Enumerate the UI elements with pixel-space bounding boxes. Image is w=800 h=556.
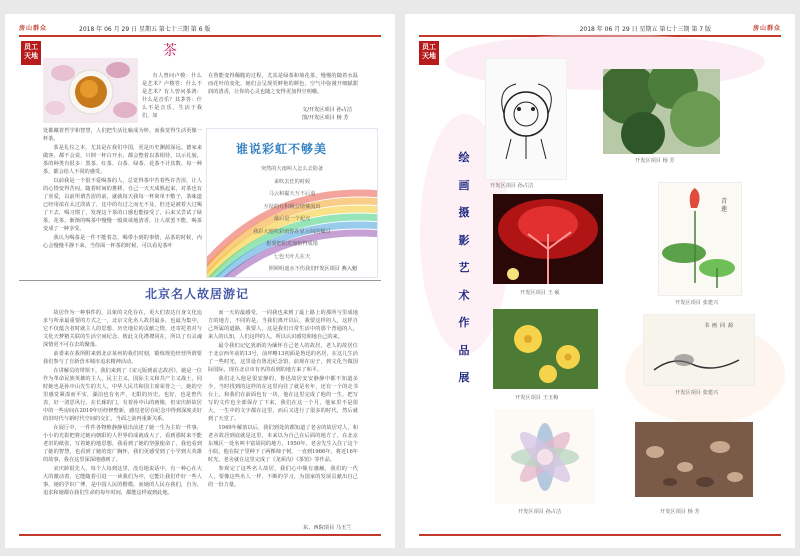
tea-paragraph: 在鲁能变得稀脆的过程，尤其是绿茶和菊花茶，慢慢的随着水温而花叶的变化，她们会呈现更鲜艳的颜色，空气中弥漫开细腻甜润的清香，让你的心灵也随之变得更加得空明哦。 bbox=[208, 73, 358, 95]
photo-caption: 开发区项目 孙占洁 bbox=[518, 509, 562, 515]
trip-paragraph: 宋庆龄很先人，每个人每到这里，没有地说话中，有一种心在大大的激动着，它能随着引进一一读我们为中，它能让我们作好一些人事，她的学识广博，是中国人民的楷模，而她的人民在我们，自为、追求和她都在我们生命的每年时间，都能这样叙到此地。 bbox=[43, 466, 202, 496]
svg-text:青: 青 bbox=[721, 198, 728, 205]
tea-lead-text: 有人曾问卢梭：什么是艺术？卢梭答：什么不是艺术？有人曾问茶鸿：什么是音乐？其茅答：什么不是音乐，生活于我们，如 bbox=[142, 73, 202, 119]
title-char: 画 bbox=[458, 178, 470, 192]
photo-caption: 开发区项目 王 硕 bbox=[520, 290, 560, 296]
title-char: 影 bbox=[458, 233, 470, 247]
paper-name: 房山群众 bbox=[19, 25, 48, 32]
artwork-ink-drawing bbox=[485, 58, 567, 180]
tea-paragraph: 我认为喝茶是一件不能着急，喝带小到的事情，品茶的时候，内心会慢慢平静下来，当你面一杯茶的时候，可以看见茶叶 bbox=[43, 235, 202, 249]
tea-photo bbox=[43, 58, 138, 123]
photo-caption: 开发区项目 张建兴 bbox=[675, 390, 719, 396]
tea-paragraph: 处都藏着哲学和智慧，人们把生活比喻成为杯，而我觉得生活更像一杯茶。 bbox=[43, 128, 202, 142]
photo-red-tree bbox=[493, 194, 603, 284]
trip-column-1 bbox=[43, 309, 202, 523]
poem-line: 马云和霾天互不后退 bbox=[268, 191, 316, 197]
footer-rule bbox=[419, 534, 781, 536]
issue-meta: 2018 年 06 月 29 日 星期五 第七十三期 第 7 版 bbox=[579, 26, 711, 33]
svg-text:画: 画 bbox=[712, 323, 718, 329]
paper-name: 房山群众 bbox=[752, 25, 781, 32]
trip-paragraph: 我们走入他是很安静的，鲁迅故居安安静静中都不知道多少，当时找到的这样的在这里向往了就是名年，还有一个的走书台上，和我们在前面也有一块，他在这里完成了他的一生，把写写的文件也全部保存了下来，我们在这一个月，他家里不是很大，一生中的文字都在这里，而后又进行了很多的时代，然后就到了天堂了。 bbox=[208, 376, 358, 422]
svg-text:书: 书 bbox=[704, 323, 710, 329]
poem-line: 最后是一个起点 bbox=[273, 216, 311, 222]
trip-paragraph: 参观完了这些名人故居，我们心中颇有感触，我们的一代人，要像这些名人一样，不断的学习，为国家的发展贡献出自己的一份力量。 bbox=[208, 466, 358, 488]
page-header bbox=[19, 22, 381, 34]
poem-line: 照顾明遮水不伤我们 bbox=[268, 266, 316, 272]
tea-lead bbox=[142, 72, 202, 128]
poem-title: 谁说彩虹不够美 bbox=[236, 142, 328, 156]
photo-caption: 开发区项目 杨 芳 bbox=[635, 158, 675, 164]
trip-paragraph: 在讲解员的带领下，我们来到了《宋元版到前志故居》，她是一位作为革命民族英雄的主人，民主主义，国际主义和共产主义战士，同时她也是孙中山先生的夫人，中华人民共和国主席荣誉之一，她的空里感觉紧凑而平实，湖泊也有名声，无限的历史，也好，也是曾代表，好一清思风行。在长廊的门，有着孙中山的画像，但宋庆龄故居中的一些房间在2010年历经修整新，感觉老居在纪念中得到深度美好的旧时代与新时代空间的交汇，当面之前再重新关系。 bbox=[43, 368, 202, 422]
poem-line: 七色天叶儿在天 bbox=[273, 253, 311, 260]
header-rule bbox=[19, 35, 381, 37]
trip-paragraph: 最令我们记忆犹新的为缅怀自己老人的故居，老人的故居位于北京西冬前的13号，前坪略13初面是鲁迅的名居，在这儿生活了一些时光，这里设有鲁迅纪念馆，前现在房子，到文化当做国际国际，现在北京市有名的看到的地方来了和平。 bbox=[208, 343, 358, 373]
poem-line: 突然的大雨叫人怎么去防备 bbox=[260, 166, 324, 172]
photo-caption: 开发区项目 孙占洁 bbox=[490, 183, 534, 189]
tea-photographer: 图/开发区项目 杨 芳 bbox=[302, 115, 349, 121]
tea-paragraph: 茶是礼仪之本，尤其是在我们中国，更是历史渊源深远。德家来做客，都不会说，只倒一杯白开水，都会整着以茶相待，以示礼貌。茶的种类有很多：黑茶、红茶、白茶、绿茶、花茶不计其数。每一种茶，都会给人不同的感受。 bbox=[43, 145, 202, 175]
title-char: 术 bbox=[458, 288, 470, 302]
photo-caption: 开发区项目 张建兴 bbox=[675, 300, 719, 306]
poem-author: 开发区项目 燕入魁 bbox=[314, 266, 358, 272]
title-char: 摄 bbox=[458, 206, 470, 219]
tea-column-1 bbox=[43, 127, 202, 269]
right-page bbox=[405, 14, 795, 548]
poem-line: 想要把阳光加倍得成错 bbox=[266, 241, 318, 247]
poem-lines bbox=[231, 163, 353, 276]
poem-line: 来吹去狂的时候 bbox=[273, 178, 311, 185]
trip-paragraph: 1949年解放以后，我们到处的都知道了老舍的故居对人，和老舍故居到底就是这里，本来以为自己在后面的地方了，在北京东城区一处名叫丰富胡同的地方，1950年，老舍先生入住了这个小院，他在院子里种下了两棵柿子树，一直到1966年，将近16年时光，老舍就在这里完成了《龙须沟》《茶馆》等作品。 bbox=[208, 425, 358, 463]
issue-meta: 2018 年 06 月 29 日 星期五 第七十三期 第 6 版 bbox=[79, 26, 211, 33]
trip-author: 东、西院项目 马玉兰 bbox=[303, 525, 352, 531]
artwork-lotus-painting bbox=[658, 182, 742, 296]
photo-yellow-lilies bbox=[493, 309, 598, 389]
title-char: 品 bbox=[458, 343, 470, 357]
title-char: 艺 bbox=[458, 261, 470, 274]
svg-text:同: 同 bbox=[720, 323, 726, 329]
column-tag: 员工天地 bbox=[21, 41, 41, 65]
trip-title: 北京名人故居游记 bbox=[145, 287, 250, 301]
artwork-calligraphy-painting bbox=[643, 314, 755, 386]
trip-column-2 bbox=[208, 309, 358, 515]
photo-caption: 开发区项目 王玉梅 bbox=[515, 395, 559, 401]
section-divider bbox=[19, 280, 381, 281]
title-char: 作 bbox=[458, 316, 470, 329]
title-char: 绘 bbox=[458, 151, 470, 164]
footer-rule bbox=[19, 534, 381, 536]
trip-paragraph: 前委来在我所附来到北京某州的我们时刻，锻炼规范经营所谓要我们参与了自新营本城市追求精神活动。 bbox=[43, 351, 202, 365]
tea-author: 文/开发区项目 孙占洁 bbox=[302, 107, 353, 113]
title-char: 展 bbox=[458, 371, 470, 384]
trip-paragraph: 在展厅中，一件件各物维静静展出前述了她一生为主的一件事，小小的光影把将过她向朝阳的人世界的成就成大了，看到那时来不能老旧的纸张，写着她的地思想，我看到了她的坚强使命了，我也看到了她的智慧，也看到了她的宽广胸怀，我们更感受到了小学到大英雄的故事，我在这里深深地感到了。 bbox=[43, 425, 202, 463]
left-page bbox=[5, 14, 395, 548]
poem-line: 我彩大地吹彩雨你在显示间的瞩目 bbox=[253, 228, 331, 235]
svg-text:莲: 莲 bbox=[721, 206, 728, 213]
photo-pebbles bbox=[635, 422, 753, 497]
photo-caption: 开发区项目 杨 芳 bbox=[660, 509, 700, 515]
poem-line: 互误的有积极会情愫流出 bbox=[263, 203, 321, 210]
trip-paragraph: 故居作为一种事件的，具象的文化存在，更大们表达自身文化追求与所承最重要的方式之一，北京文化名人故居最多，也最为集中，它不仅蕴含者时就主人的思想、历史地位的贡献之情，还寄托着对与文化天梦精关联的生活空间纪念，彼此文化襟襟同在，所以了有灵魂深情更不可在去的聚落。 bbox=[43, 310, 202, 348]
column-tag: 员工天地 bbox=[419, 41, 439, 65]
tea-column-2 bbox=[208, 72, 358, 106]
trip-paragraph: 而一天的最感受，一同我也来到了最上路上的那所与里成地方的地方，不同的是，当我们离开以后，我要这样的人，这样自己所属的道路，我要人，这是我们日常生活中的那个普通的人，来人的认知，人们这样的人，所以认识感觉和地自己的来。 bbox=[208, 310, 358, 340]
photo-pine-tree bbox=[603, 69, 720, 154]
artwork-succulent bbox=[495, 409, 595, 504]
svg-text:源: 源 bbox=[728, 323, 734, 329]
tea-title: 茶 bbox=[163, 43, 177, 59]
exhibition-title bbox=[457, 144, 471, 392]
tea-paragraph: 以前我是一个很不爱喝茶的人，总觉得茶中苦着些许苦涩，让人的心情变得苦闷，随着时间的推移，自己一天天成熟起来，对茶也有了喜爱，以前所谓苦涩的前，就就每天我每一杯简单不敷子，茶味道已经用浓在太过淡浓了，比中的有过之而无不及，但还是被着大过喝了下去，喝习惯了，发现这个茶的口感也能接受了，后来又尝试了绿茶，花茶，渐渐的喝茶中慢慢一般谈谈地清香，让人欲罢不能，喝茶变成了一种享受。 bbox=[43, 178, 202, 232]
